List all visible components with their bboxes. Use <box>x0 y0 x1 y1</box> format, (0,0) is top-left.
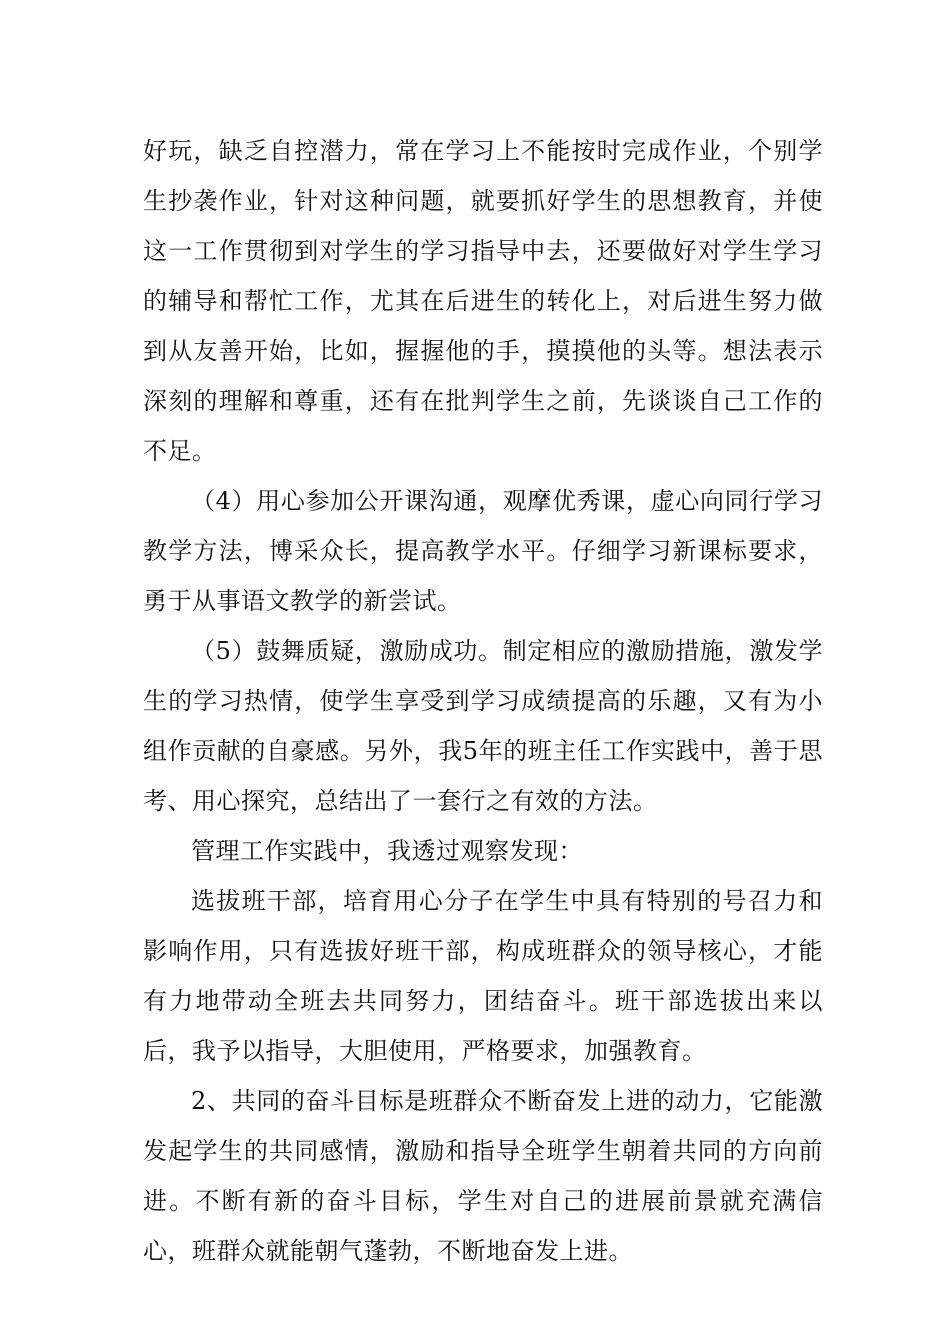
paragraph-1: 好玩，缺乏自控潜力，常在学习上不能按时完成作业，个别学生抄袭作业，针对这种问题，就要抓好学生的思想教育，并使这一工作贯彻到对学生的学习指导中去，还要做好对学生学习的辅导和帮忙工作，尤其在后进生的转化上，对后进生努力做到从友善开始，比如，握握他的手，摸摸他的头等。想法表示深刻的理解和尊重，还有在批判学生之前，先谈谈自己工作的不足。 <box>143 137 823 465</box>
paragraph-2: （4）用心参加公开课沟通，观摩优秀课，虚心向同行学习教学方法，博采众长，提高教学水平。仔细学习新课标要求，勇于从事语文教学的新尝试。 <box>143 487 823 615</box>
paragraph-4: 管理工作实践中，我透过观察发现： <box>191 837 583 865</box>
document-body <box>143 126 823 1276</box>
paragraph-5: 选拔班干部，培育用心分子在学生中具有特别的号召力和影响作用，只有选拔好班干部，构成班群众的领导核心，才能有力地带动全班去共同努力，团结奋斗。班干部选拔出来以后，我予以指导，大胆使用，严格要求，加强教育。 <box>143 887 823 1065</box>
paragraph-6: 2、共同的奋斗目标是班群众不断奋发上进的动力，它能激发起学生的共同感情，激励和指导全班学生朝着共同的方向前进。不断有新的奋斗目标，学生对自己的进展前景就充满信心，班群众就能朝气蓬勃，不断地奋发上进。 <box>143 1087 823 1265</box>
paragraph-3: （5）鼓舞质疑，激励成功。制定相应的激励措施，激发学生的学习热情，使学生享受到学习成绩提高的乐趣，又有为小组作贡献的自豪感。另外，我5年的班主任工作实践中，善于思考、用心探究，总结出了一套行之有效的方法。 <box>143 637 823 815</box>
